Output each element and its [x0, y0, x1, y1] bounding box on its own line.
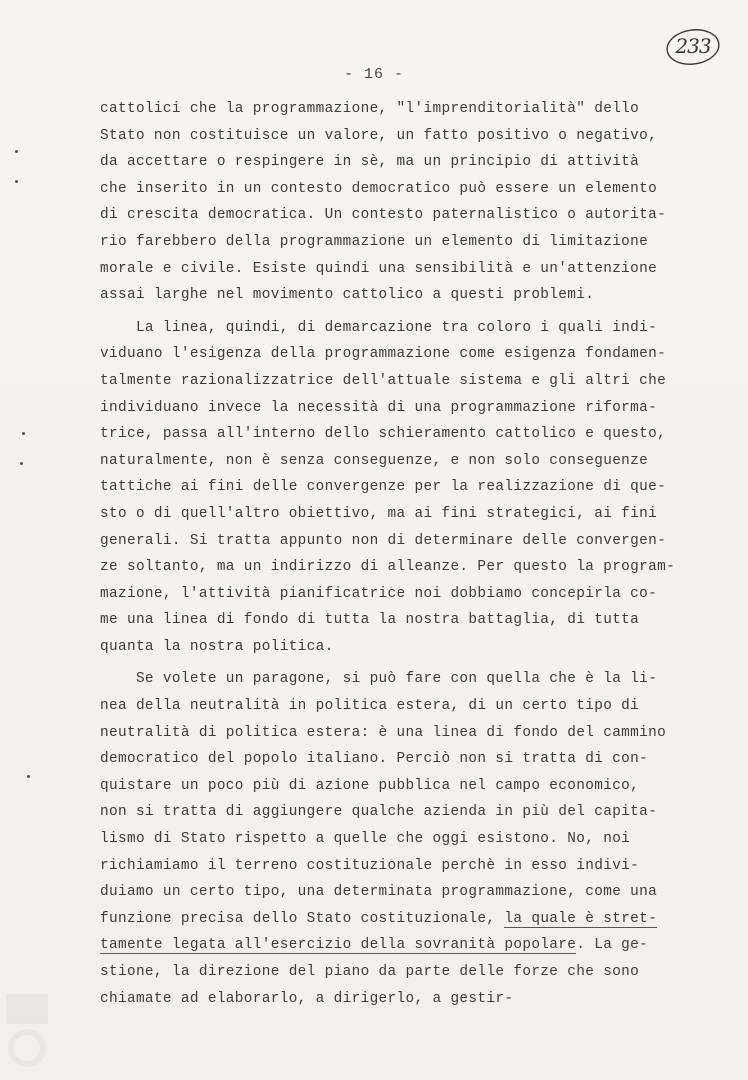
underlined-text: la quale è stret- — [504, 910, 658, 927]
text-line: da accettare o respingere in sè, ma un principio di attività — [100, 154, 640, 171]
text-line: che inserito in un contesto democratico può essere un elemento — [100, 180, 658, 197]
text-line: mazione, l'attività pianificatrice noi dobbiamo concepirla co- — [100, 585, 658, 602]
text-line: democratico del popolo italiano. Perciò non si tratta di con- — [100, 751, 649, 768]
text-line: viduano l'esigenza della programmazione come esigenza fondamen- — [100, 346, 667, 363]
paragraph-3 — [100, 666, 680, 1012]
underlined-text: tamente legata all'esercizio della sovranità popolare — [100, 937, 577, 954]
text-line: assai larghe nel movimento cattolico a questi problemi. — [100, 287, 595, 304]
margin-mark — [20, 462, 23, 465]
text-line: rio farebbero della programmazione un elemento di limitazione — [100, 233, 649, 250]
archive-stamp — [664, 26, 722, 68]
text-segment: . La ge- — [576, 937, 649, 954]
text-line: stione, la direzione del piano da parte delle forze che sono — [100, 964, 640, 980]
text-line — [100, 932, 680, 959]
text-line: Se volete un paragone, si può fare con quella che è la li- — [100, 671, 658, 688]
document-body — [100, 96, 680, 1012]
text-line: sto o di quell'altro obiettivo, ma ai fini strategici, ai fini — [100, 505, 658, 522]
text-line: richiamiamo il terreno costituzionale perchè in esso indivi- — [100, 857, 640, 874]
text-line: generali. Si tratta appunto non di determinare delle convergen- — [100, 532, 667, 549]
text-line: La linea, quindi, di demarcazione tra coloro i quali indi- — [100, 319, 658, 336]
text-line: Stato non costituisce un valore, un fatto positivo o negativo, — [100, 127, 658, 144]
text-line: naturalmente, non è senza conseguenze, e non solo conseguenze — [100, 452, 649, 469]
text-line: individuano invece la necessità di una programmazione riforma- — [100, 399, 658, 416]
text-line: chiamate ad elaborarlo, a dirigerlo, a gestir- — [100, 990, 514, 1007]
archive-number: 233 — [675, 34, 711, 58]
text-segment: funzione precisa dello Stato costituzionale, — [100, 910, 505, 927]
page-number: - 16 - — [343, 66, 404, 83]
text-line — [100, 906, 680, 933]
text-line: talmente razionalizzatrice dell'attuale sistema e gli altri che — [100, 372, 667, 389]
text-line: cattolici che la programmazione, "l'imprenditorialità" dello — [100, 101, 640, 117]
paragraph-2 — [100, 315, 680, 661]
text-line: di crescita democratica. Un contesto paternalistico o autorita- — [100, 207, 667, 224]
text-line: me una linea di fondo di tutta la nostra battaglia, di tutta — [100, 612, 640, 629]
text-line: trice, passa all'interno dello schieramento cattolico e questo, — [100, 426, 667, 443]
text-line: quanta la nostra politica. — [100, 638, 334, 655]
margin-mark — [15, 150, 18, 153]
text-line: tattiche ai fini delle convergenze per la realizzazione di que- — [100, 479, 667, 496]
text-line: non si tratta di aggiungere qualche azienda in più del capita- — [100, 804, 658, 821]
text-line: nea della neutralità in politica estera, di un certo tipo di — [100, 698, 640, 715]
margin-mark — [15, 180, 18, 183]
text-line: quistare un poco più di azione pubblica nel campo economico, — [100, 777, 640, 794]
watermark-logo-icon — [4, 990, 50, 1070]
margin-mark — [22, 432, 25, 435]
paragraph-1 — [100, 96, 680, 309]
text-line: duiamo un certo tipo, una determinata programmazione, come una — [100, 884, 658, 901]
text-line: neutralità di politica estera: è una linea di fondo del cammino — [100, 724, 667, 741]
text-line: ze soltanto, ma un indirizzo di alleanze. Per questo la program- — [100, 559, 676, 576]
text-line: morale e civile. Esiste quindi una sensibilità e un'attenzione — [100, 260, 658, 277]
text-line: lismo di Stato rispetto a quelle che oggi esistono. No, noi — [100, 831, 631, 848]
margin-mark — [27, 775, 30, 778]
